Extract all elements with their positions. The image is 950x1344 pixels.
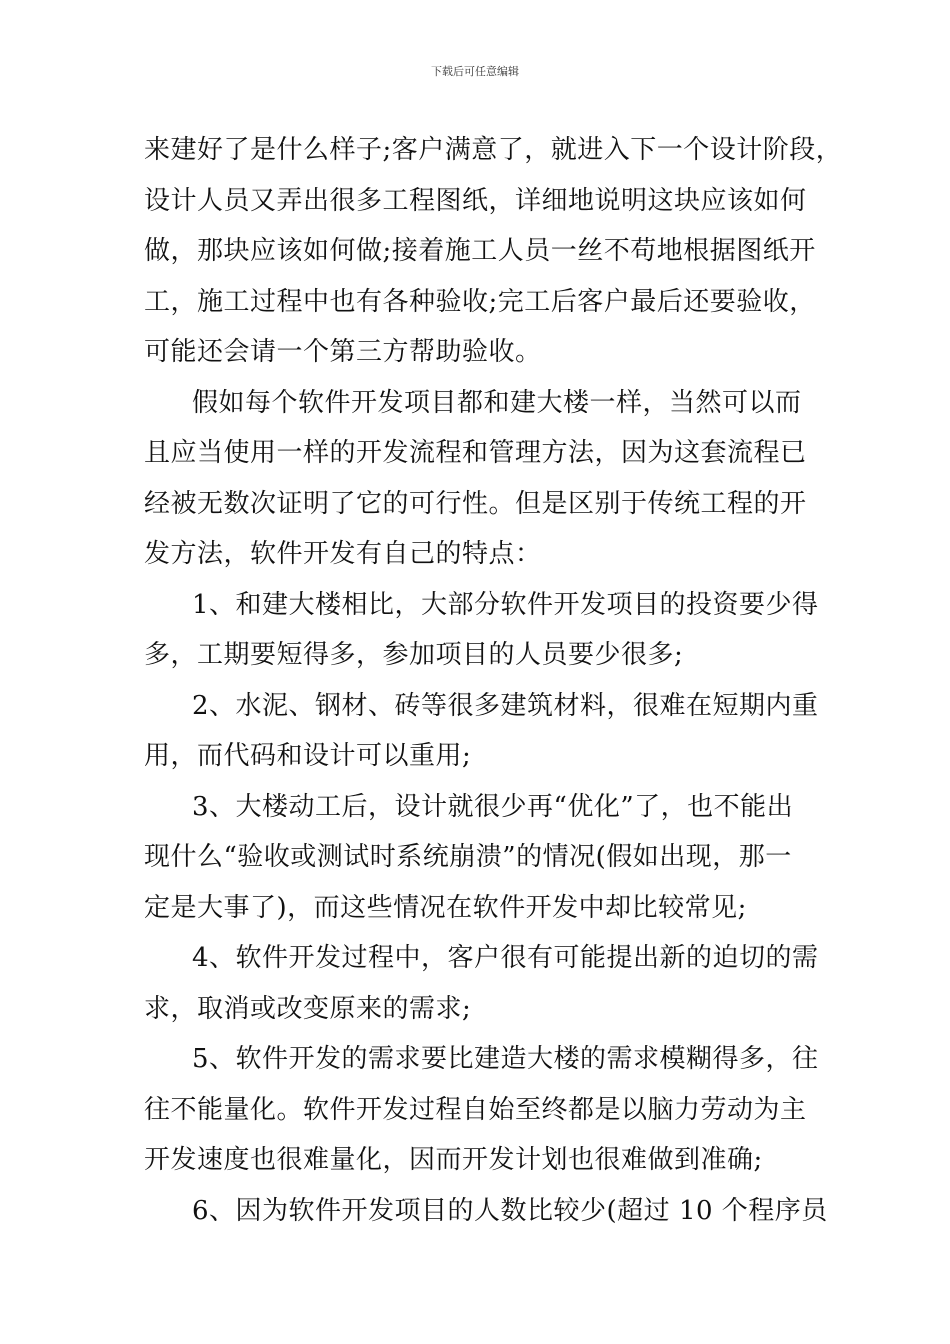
text-line: 开发速度也很难量化，因而开发计划也很难做到准确;: [144, 1145, 763, 1175]
document-body: [144, 125, 843, 1236]
page-header: 下载后可任意编辑: [431, 65, 519, 78]
text-line: 多，工期要短得多，参加项目的人员要少很多;: [144, 640, 684, 670]
text-line: 求，取消或改变原来的需求;: [144, 993, 472, 1024]
list-item-3-line: 3、大楼动工后，设计就很少再“优化”了，也不能出: [192, 791, 794, 822]
list-item-4-line: 4、软件开发过程中，客户很有可能提出新的迫切的需: [192, 943, 819, 973]
text-line: 且应当使用一样的开发流程和管理方法，因为这套流程已: [144, 438, 807, 468]
text-line: 来建好了是什么样子;客户满意了，就进入下一个设计阶段，: [144, 135, 843, 165]
text-line: 工，施工过程中也有各种验收;完工后客户最后还要验收，: [144, 286, 816, 317]
text-line: 往不能量化。软件开发过程自始至终都是以脑力劳动为主: [144, 1094, 807, 1125]
list-item-1-line: 1、和建大楼相比，大部分软件开发项目的投资要少得: [192, 589, 819, 620]
text-line: 经被无数次证明了它的可行性。但是区别于传统工程的开: [144, 488, 807, 519]
text-line: 现什么“验收或测试时系统崩溃”的情况(假如出现，那一: [144, 842, 792, 872]
paragraph-start-line: 假如每个软件开发项目都和建大楼一样，当然可以而: [192, 387, 802, 418]
list-item-2-line: 2、水泥、钢材、砖等很多建筑材料，很难在短期内重: [192, 690, 819, 721]
text-line: 发方法，软件开发有自己的特点：: [144, 539, 542, 569]
text-line: 定是大事了)，而这些情况在软件开发中却比较常见;: [144, 892, 747, 923]
list-item-5-line: 5、软件开发的需求要比建造大楼的需求模糊得多，往: [192, 1044, 819, 1074]
list-item-6-line: 6、因为软件开发项目的人数比较少(超过 10 个程序员: [192, 1195, 828, 1226]
text-line: 设计人员又弄出很多工程图纸，详细地说明这块应该如何: [144, 185, 807, 216]
text-line: 做，那块应该如何做;接着施工人员一丝不苟地根据图纸开: [144, 236, 816, 266]
text-line: 用，而代码和设计可以重用;: [144, 741, 472, 771]
text-line: 可能还会请一个第三方帮助验收。: [144, 337, 542, 367]
